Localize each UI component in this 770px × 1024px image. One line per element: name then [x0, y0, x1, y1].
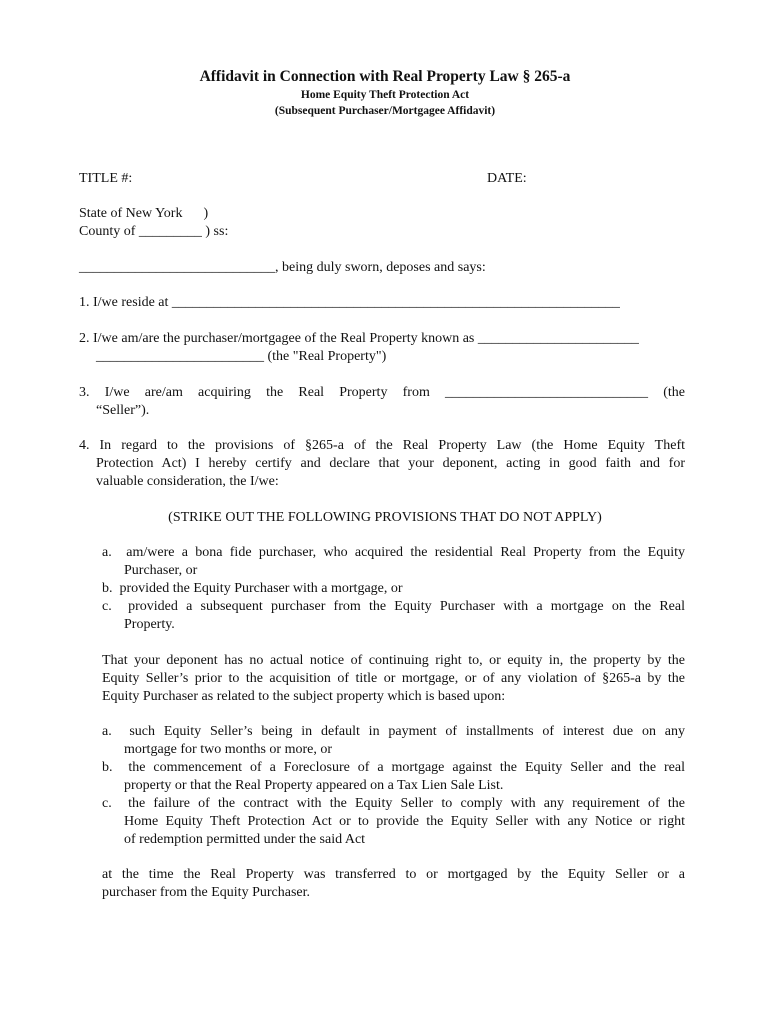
basis-c-line-3: of redemption permitted under the said Act [124, 832, 366, 847]
item-3-line-2: “Seller”). [96, 403, 150, 418]
document-subtitle-affidavit: (Subsequent Purchaser/Mortgagee Affidavit) [274, 105, 496, 117]
notice-paragraph-line-1: That your deponent has no actual notice of continuing right to, or equity in, the property by the [102, 653, 685, 668]
provision-a-line-2: Purchaser, or [124, 563, 198, 578]
basis-c-line-2: Home Equity Theft Protection Act or to provide the Equity Seller with any Notice or right [124, 814, 685, 829]
date-label: DATE: [487, 171, 527, 186]
notice-paragraph-line-3: Equity Purchaser as related to the subject property which is based upon: [102, 689, 506, 704]
strike-out-instruction: (STRIKE OUT THE FOLLOWING PROVISIONS THAT DO NOT APPLY) [168, 510, 602, 525]
provision-a-line-1: a. am/were a bona fide purchaser, who acquired the residential Real Property from the Equity [102, 545, 685, 560]
item-1-residence: 1. I/we reside at ________________________________________________________________ [79, 295, 620, 310]
basis-b-line-2: property or that the Real Property appeared on a Tax Lien Sale List. [124, 778, 504, 793]
provision-c-line-2: Property. [124, 617, 175, 632]
item-3-line-1: 3. I/we are/am acquiring the Real Property from _____________________________ (the [79, 385, 685, 400]
provision-c-line-1: c. provided a subsequent purchaser from the Equity Purchaser with a mortgage on the Real [102, 599, 685, 614]
provision-b-line-1: b. provided the Equity Purchaser with a mortgage, or [102, 581, 403, 596]
title-number-label: TITLE #: [79, 171, 133, 186]
basis-b-line-1: b. the commencement of a Foreclosure of a mortgage against the Equity Seller and the real [102, 760, 685, 775]
document-subtitle-act: Home Equity Theft Protection Act [300, 89, 470, 101]
notice-paragraph-line-2: Equity Seller’s prior to the acquisition of title or mortgage, or of any violation of §265-a by the [102, 671, 685, 686]
closing-line-1: at the time the Real Property was transferred to or mortgaged by the Equity Seller or a [102, 867, 685, 882]
venue-state-line: State of New York ) [79, 206, 209, 221]
item-2-line-2: ________________________ (the "Real Property") [96, 349, 387, 364]
item-4-line-3: valuable consideration, the I/we: [96, 474, 279, 489]
basis-a-line-1: a. such Equity Seller’s being in default in payment of installments of interest due on any [102, 724, 685, 739]
item-2-line-1: 2. I/we am/are the purchaser/mortgagee of the Real Property known as _______________________ [79, 331, 639, 346]
venue-county-line: County of _________ ) ss: [79, 224, 229, 239]
deponent-sworn-line: ____________________________, being duly sworn, deposes and says: [79, 260, 486, 275]
item-4-line-1: 4. In regard to the provisions of §265-a of the Real Property Law (the Home Equity Theft [79, 438, 685, 453]
basis-c-line-1: c. the failure of the contract with the Equity Seller to comply with any requirement of the [102, 796, 685, 811]
basis-a-line-2: mortgage for two months or more, or [124, 742, 333, 757]
item-4-line-2: Protection Act) I hereby certify and declare that your deponent, acting in good faith and for [96, 456, 685, 471]
document-title: Affidavit in Connection with Real Property Law § 265-a [199, 68, 571, 85]
closing-line-2: purchaser from the Equity Purchaser. [102, 885, 310, 900]
